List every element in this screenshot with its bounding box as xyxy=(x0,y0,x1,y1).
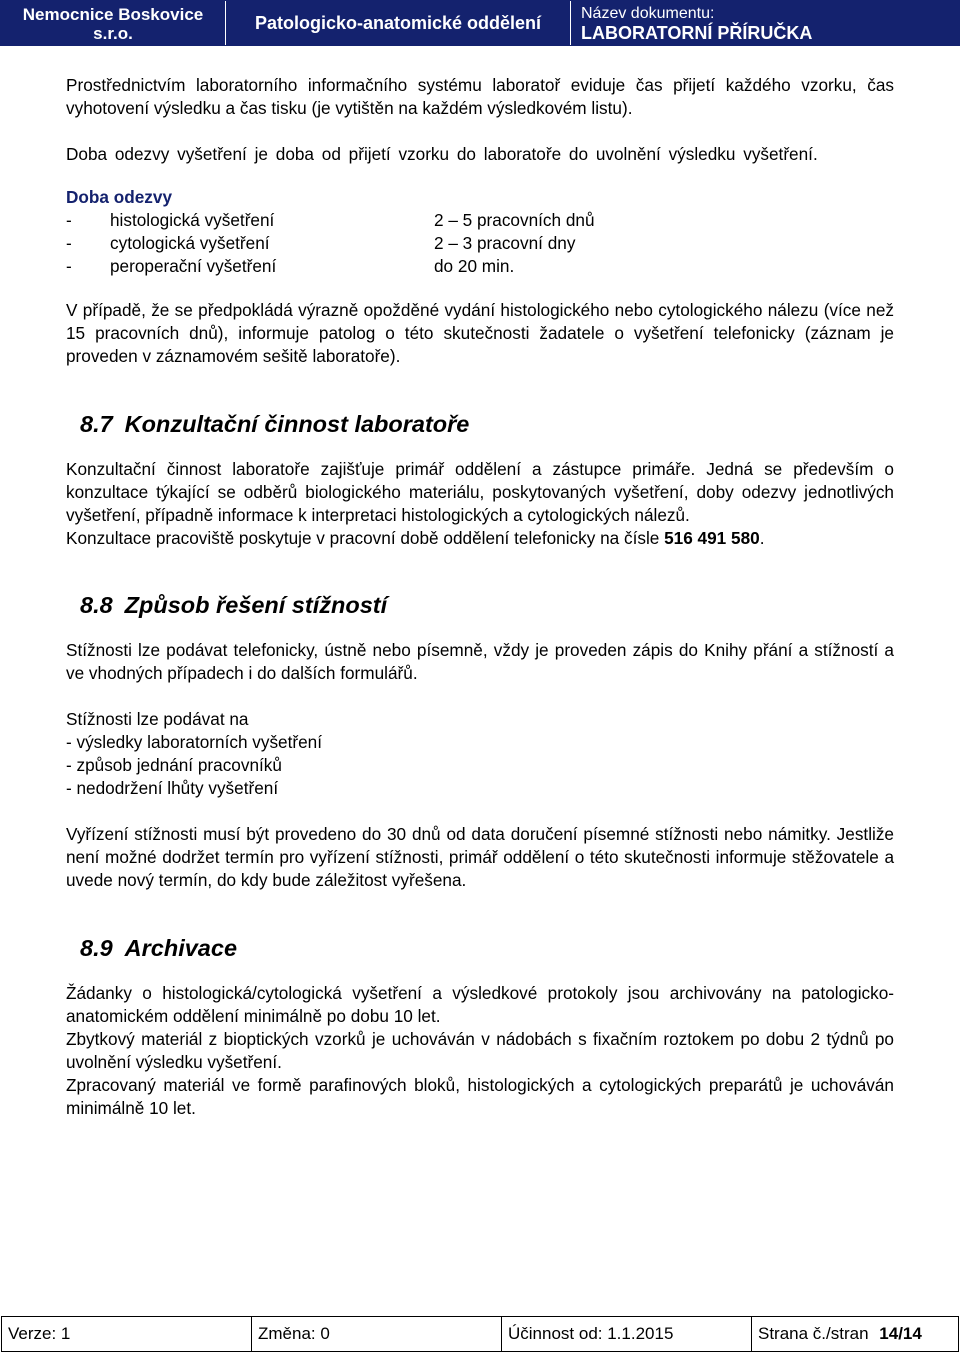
list-item: - cytologická vyšetření 2 – 3 pracovní dny xyxy=(66,233,576,253)
complaints-list-intro: Stížnosti lze podávat na xyxy=(66,709,249,729)
consultation-phone-paragraph: Konzultace pracoviště poskytuje v pracovní době oddělení telefonicky na čísle 516 491 580. xyxy=(66,528,765,548)
list-item: - histologická vyšetření 2 – 5 pracovních dnů xyxy=(66,210,595,230)
footer-change: Změna: 0 xyxy=(252,1317,502,1351)
list-item: - nedodržení lhůty vyšetření xyxy=(66,778,279,798)
list-item: - peroperační vyšetření do 20 min. xyxy=(66,256,515,276)
complaints-paragraph: Stížnosti lze podávat telefonicky, ústně nebo písemně, vždy je proveden zápis do Knihy přání a stížností a ve vhodných případech i do dalších formulářů. xyxy=(66,640,894,683)
complaints-resolution-paragraph: Vyřízení stížnosti musí být provedeno do 30 dnů od data doručení písemné stížnosti nebo námitky. Jestliže není možné dodržet termín pro vyřízení stížnosti, primář oddělení o této skutečnosti informuje stěžovatele a uvede nový termín, do kdy bude záležitost vyřešena. xyxy=(66,824,894,890)
document-title: LABORATORNÍ PŘÍRUČKA xyxy=(581,23,813,43)
document-name-cell xyxy=(571,1,959,45)
footer-version: Verze: 1 xyxy=(2,1317,252,1351)
archive-paragraph-3: Zpracovaný materiál ve formě parafinových bloků, histologických a cytologických preparátů je uchováván minimálně 10 let. xyxy=(66,1075,894,1118)
archive-paragraph-2: Zbytkový materiál z bioptických vzorků je uchováván v nádobách s fixačním roztokem po dobu 2 týdnů po uvolnění výsledku vyšetření. xyxy=(66,1029,894,1072)
phone-number: 516 491 580 xyxy=(664,528,760,548)
document-name-label: Název dokumentu: xyxy=(581,5,715,22)
footer-page-label: Strana č./stran xyxy=(758,1324,869,1343)
footer-page-value: 14/14 xyxy=(879,1324,922,1343)
department-name: Patologicko-anatomické oddělení xyxy=(226,1,571,45)
document-footer xyxy=(1,1316,959,1352)
archive-paragraph-1: Žádanky o histologická/cytologická vyšetření a výsledkové protokoly jsou archivovány na patologicko-anatomickém oddělení minimálně po dobu 10 let. xyxy=(66,983,894,1026)
intro-paragraph-1: Prostřednictvím laboratorního informačního systému laboratoř eviduje čas přijetí každého vzorku, čas vyhotovení výsledku a čas tisku (je vytištěn na každém výsledkovém listu). xyxy=(66,75,894,118)
list-item: - výsledky laboratorních vyšetření xyxy=(66,732,323,752)
response-time-list xyxy=(66,209,894,278)
document-header xyxy=(0,0,960,46)
section-8-9-heading: 8.9 Archivace xyxy=(80,935,238,961)
intro-paragraph-2: Doba odezvy vyšetření je doba od přijetí vzorku do laboratoře do uvolnění výsledku vyšetření. xyxy=(66,144,818,164)
document-body xyxy=(66,74,894,1120)
section-8-7-heading: 8.7 Konzultační činnost laboratoře xyxy=(80,411,470,437)
section-8-8-heading: 8.8 Způsob řešení stížností xyxy=(80,592,388,618)
consultation-paragraph: Konzultační činnost laboratoře zajišťuje primář oddělení a zástupce primáře. Jedná se především o konzultace týkající se odběrů biologického materiálu, poskytovaných vyšetření, doby odezvy jednotlivých vyšetření, případně informace k interpretaci histologických a cytologických nálezů. xyxy=(66,459,894,525)
hospital-name: Nemocnice Boskovice s.r.o. xyxy=(1,1,226,45)
footer-effective-date: Účinnost od: 1.1.2015 xyxy=(502,1317,752,1351)
response-time-title: Doba odezvy xyxy=(66,187,173,207)
footer-page xyxy=(752,1317,958,1351)
list-item: - způsob jednání pracovníků xyxy=(66,755,282,775)
delay-paragraph: V případě, že se předpokládá výrazně opožděné vydání histologického nebo cytologického nálezu (více než 15 pracovních dnů), informuje patolog o této skutečnosti žadatele o vyšetření telefonicky (záznam je proveden v záznamovém sešitě laboratoře). xyxy=(66,300,894,366)
